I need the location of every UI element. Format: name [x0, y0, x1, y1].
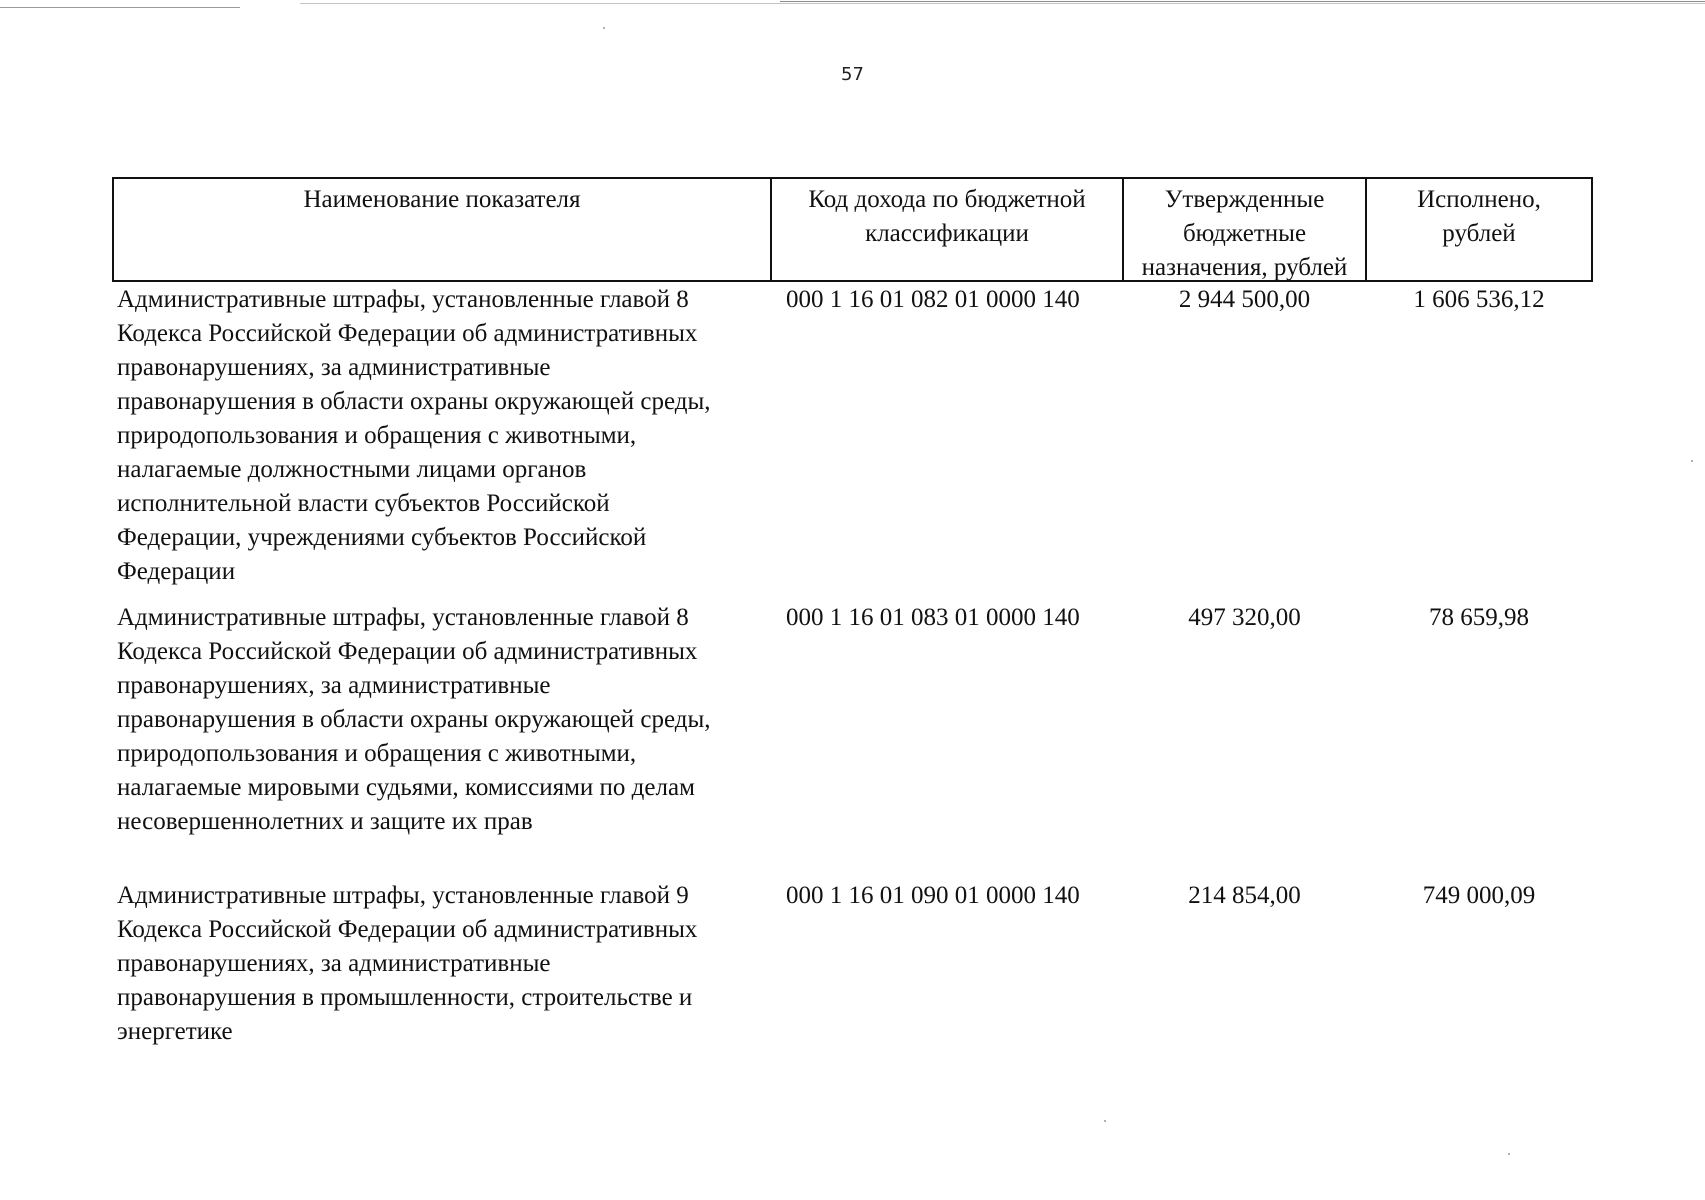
scan-speck — [603, 27, 605, 29]
scan-speck — [1691, 460, 1693, 462]
scan-artifact-line — [300, 3, 1705, 4]
row-executed: 749 000,09 — [1422, 882, 1536, 909]
row-description: Административные штрафы, установленные главой 8 Кодекса Российской Федерации об административных правонарушениях, за административные правонарушения в области охраны окружающей среды, природопользования и обращения с животными, налагаемые мировыми судьями, комиссиями по делам несовершеннолетних и защите их прав — [117, 604, 711, 835]
header-name: Наименование показателя — [303, 186, 581, 213]
header-approved: Утвержденные бюджетные назначения, рублей — [1141, 186, 1348, 281]
scan-artifact-line — [0, 7, 240, 8]
row-description: Административные штрафы, установленные главой 8 Кодекса Российской Федерации об административных правонарушениях, за административные правонарушения в области охраны окружающей среды, природопользования и обращения с животными, налагаемые должностными лицами органов исполнительной власти субъектов Российской Федерации, учреждениями субъектов Российской Федерации — [117, 286, 711, 585]
row-approved: 497 320,00 — [1188, 604, 1301, 631]
row-code: 000 1 16 01 083 01 0000 140 — [786, 604, 1080, 631]
header-code: Код дохода по бюджетной классификации — [808, 186, 1086, 247]
scan-speck — [1104, 1120, 1106, 1122]
row-code: 000 1 16 01 090 01 0000 140 — [786, 882, 1080, 909]
row-approved: 214 854,00 — [1188, 882, 1301, 909]
row-code: 000 1 16 01 082 01 0000 140 — [786, 286, 1080, 313]
row-executed: 1 606 536,12 — [1413, 286, 1545, 313]
page-number: 57 — [841, 64, 864, 85]
scan-speck — [1508, 1153, 1510, 1155]
header-executed: Исполнено, рублей — [1417, 186, 1541, 247]
row-approved: 2 944 500,00 — [1178, 286, 1311, 313]
scan-artifact-line — [780, 1, 1705, 2]
row-executed: 78 659,98 — [1429, 604, 1529, 631]
row-description: Административные штрафы, установленные главой 9 Кодекса Российской Федерации об административных правонарушениях, за административные правонарушения в промышленности, строительстве и энергетике — [117, 882, 698, 1045]
